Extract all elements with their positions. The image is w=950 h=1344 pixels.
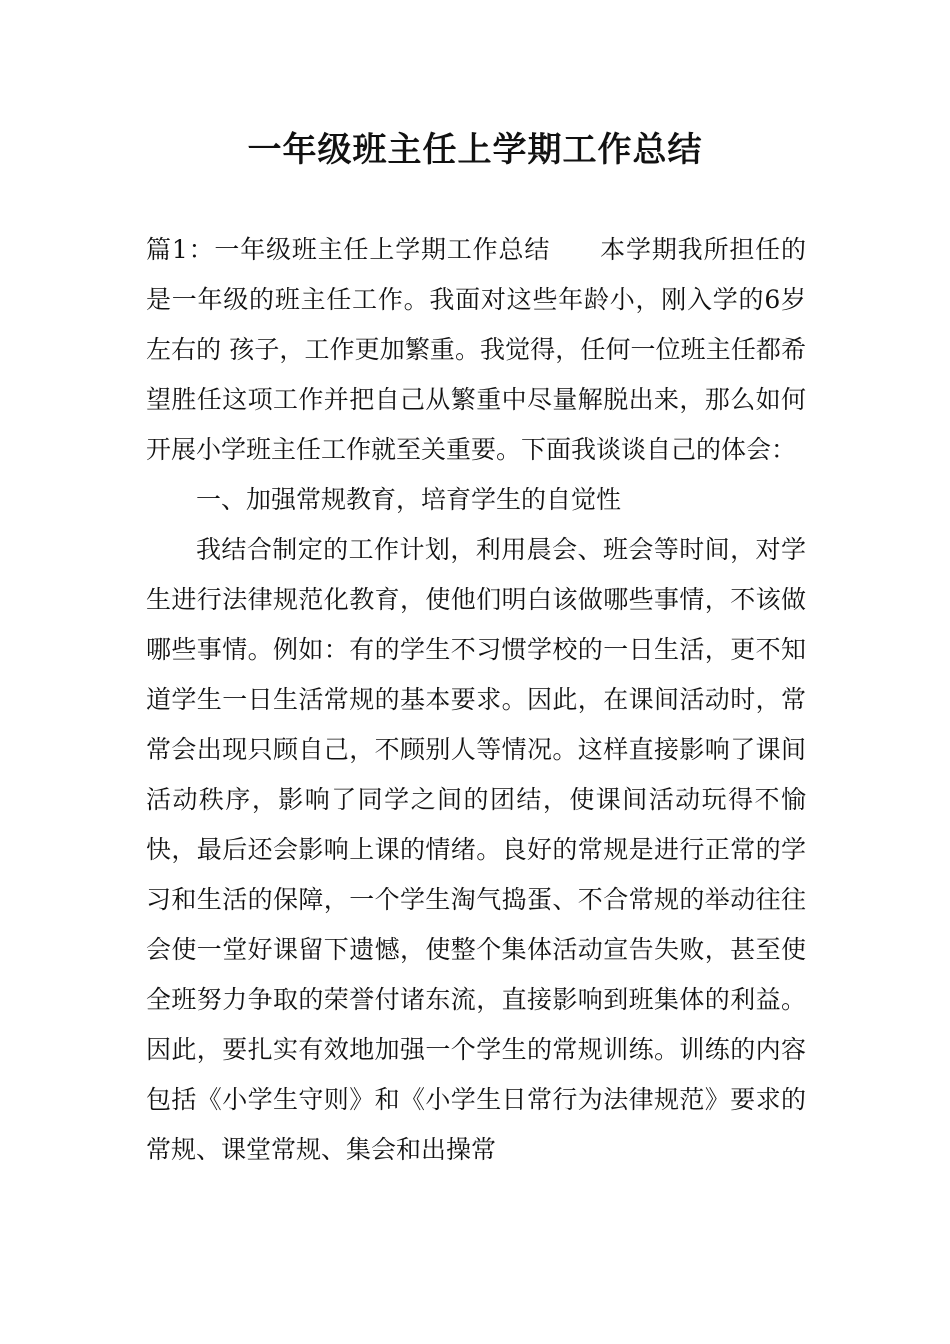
intro-text: 本学期我所担任的是一年级的班主任工作。我面对这些年龄小，刚入学的6岁左右的 孩子，工作更加繁重。我觉得，任何一位班主任都希望胜任这项工作并把自己从繁重中尽量解脱出来，那么如何开展小学班主任工作就至关重要。下面我谈谈自己的体会： [146, 235, 806, 464]
document-body [146, 225, 806, 1175]
section-heading: 一、加强常规教育，培育学生的自觉性 [196, 485, 622, 514]
intro-label: 篇1：一年级班主任上学期工作总结 [146, 235, 551, 264]
document-title: 一年级班主任上学期工作总结 [247, 130, 703, 170]
section-paragraph: 我结合制定的工作计划，利用晨会、班会等时间，对学生进行法律规范化教育，使他们明白该做哪些事情，不该做哪些事情。例如：有的学生不习惯学校的一日生活，更不知道学生一日生活常规的基本要求。因此，在课间活动时，常常会出现只顾自己，不顾别人等情况。这样直接影响了课间活动秩序，影响了同学之间的团结，使课间活动玩得不愉快，最后还会影响上课的情绪。良好的常规是进行正常的学习和生活的保障，一个学生淘气捣蛋、不合常规的举动往往会使一堂好课留下遗憾，使整个集体活动宣告失败，甚至使全班努力争取的荣誉付诸东流，直接影响到班集体的利益。因此，要扎实有效地加强一个学生的常规训练。训练的内容包括《小学生守则》和《小学生日常行为法律规范》要求的常规、课堂常规、集会和出操常 [146, 535, 806, 1164]
intro-paragraph [146, 225, 806, 475]
